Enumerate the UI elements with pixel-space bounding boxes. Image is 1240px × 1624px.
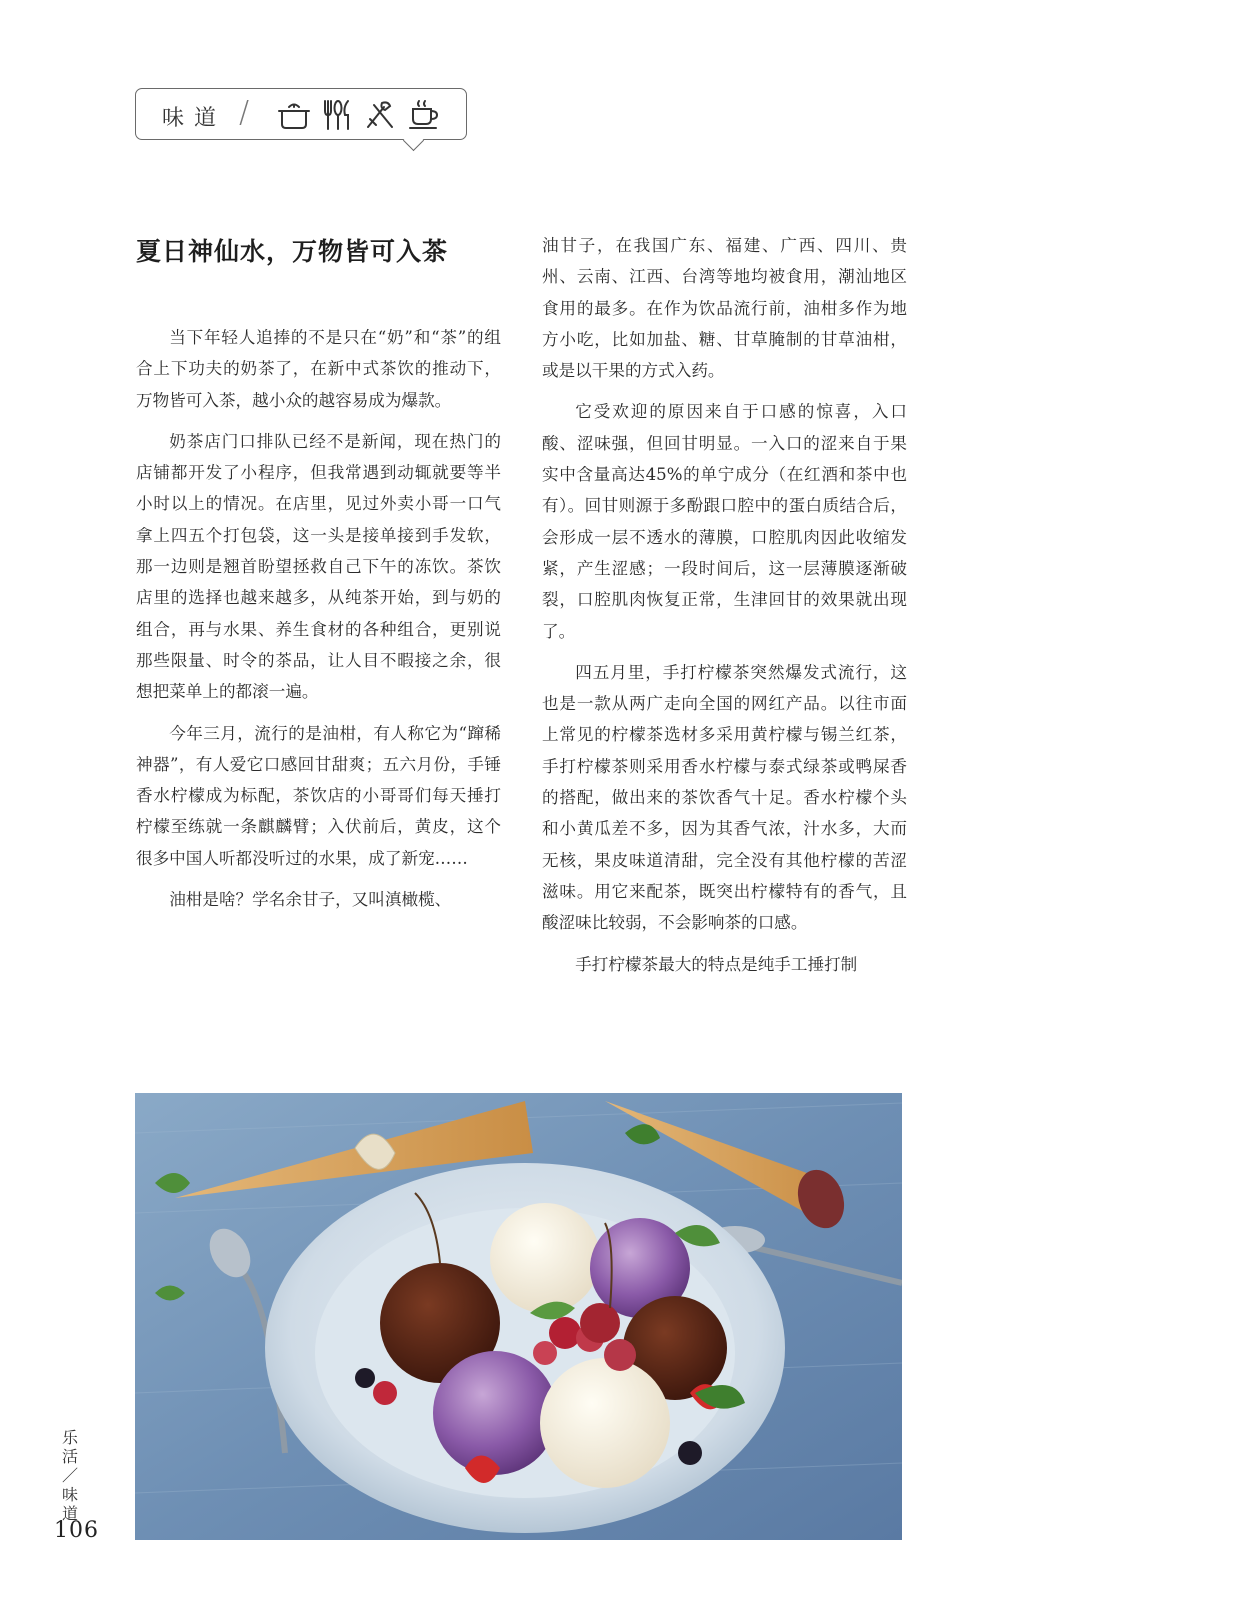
paragraph: 奶茶店门口排队已经不是新闻，现在热门的店铺都开发了小程序，但我常遇到动辄就要等半小时以上的情况。在店里，见过外卖小哥一口气拿上四五个打包袋，这一头是接单接到手发软，那一边则是翘首盼望拯救自己下午的冻饮。茶饮店里的选择也越来越多，从纯茶开始，到与奶的组合，再与水果、养生食材的各种组合，更别说那些限量、时令的茶品，让人目不暇接之余，很想把菜单上的都滚一遍。 — [136, 431, 501, 702]
pot-icon — [276, 97, 312, 133]
section-label: 味道 — [162, 106, 227, 131]
paragraph: 四五月里，手打柠檬茶突然爆发式流行，这也是一款从两广走向全国的网红产品。以往市面上常见的柠檬茶选材多采用黄柠檬与锡兰红茶，手打柠檬茶则采用香水柠檬与泰式绿茶或鸭屎香的搭配，做出来的茶饮香气十足。香水柠檬个头和小黄瓜差不多，因为其香气浓，汁水多，大而无核，果皮味道清甜，完全没有其他柠檬的苦涩滋味。用它来配茶，既突出柠檬特有的香气，且酸涩味比较弱，不会影响茶的口感。 — [542, 662, 907, 933]
header-divider: / — [239, 95, 250, 130]
paragraph: 油柑是啥？学名余甘子，又叫滇橄榄、 — [169, 890, 452, 910]
ice-cream-photo — [135, 1093, 902, 1540]
cutlery-icon — [319, 97, 355, 133]
left-column — [136, 322, 501, 925]
side-label-bottom: 味道 — [61, 1485, 78, 1523]
side-label-separator: ／ — [61, 1466, 78, 1485]
article-title: 夏日神仙水，万物皆可入茶 — [136, 237, 449, 266]
section-header-tab — [135, 88, 467, 140]
kitchen-tools-icon — [362, 97, 398, 133]
right-column — [542, 230, 907, 990]
paragraph: 当下年轻人追捧的不是只在“奶”和“茶”的组合上下功夫的奶茶了，在新中式茶饮的推动下，万物皆可入茶，越小众的越容易成为爆款。 — [136, 328, 501, 410]
paragraph-continuation: 油甘子，在我国广东、福建、广西、四川、贵州、云南、江西、台湾等地均被食用，潮汕地区食用的最多。在作为饮品流行前，油柑多作为地方小吃，比如加盐、糖、甘草腌制的甘草油柑，或是以干果的方式入药。 — [542, 236, 907, 381]
paragraph: 今年三月，流行的是油柑，有人称它为“蹿稀神器”，有人爱它口感回甘甜爽；五六月份，手锤香水柠檬成为标配，茶饮店的小哥哥们每天捶打柠檬至练就一条麒麟臂；入伏前后，黄皮，这个很多中国人听都没听过的水果，成了新宠…… — [136, 723, 501, 868]
cup-icon — [406, 97, 442, 133]
paragraph: 手打柠檬茶最大的特点是纯手工捶打制 — [575, 954, 858, 974]
side-section-label — [58, 1428, 82, 1523]
page-number: 106 — [54, 1518, 99, 1543]
paragraph: 它受欢迎的原因来自于口感的惊喜，入口酸、涩味强，但回甘明显。一入口的涩来自于果实中含量高达45%的单宁成分（在红酒和茶中也有）。回甘则源于多酚跟口腔中的蛋白质结合后，会形成一层不透水的薄膜，口腔肌肉因此收缩发紧，产生涩感；一段时间后，这一层薄膜逐渐破裂，口腔肌肉恢复正常，生津回甘的效果就出现了。 — [542, 402, 907, 641]
side-label-top: 乐活 — [61, 1428, 78, 1466]
